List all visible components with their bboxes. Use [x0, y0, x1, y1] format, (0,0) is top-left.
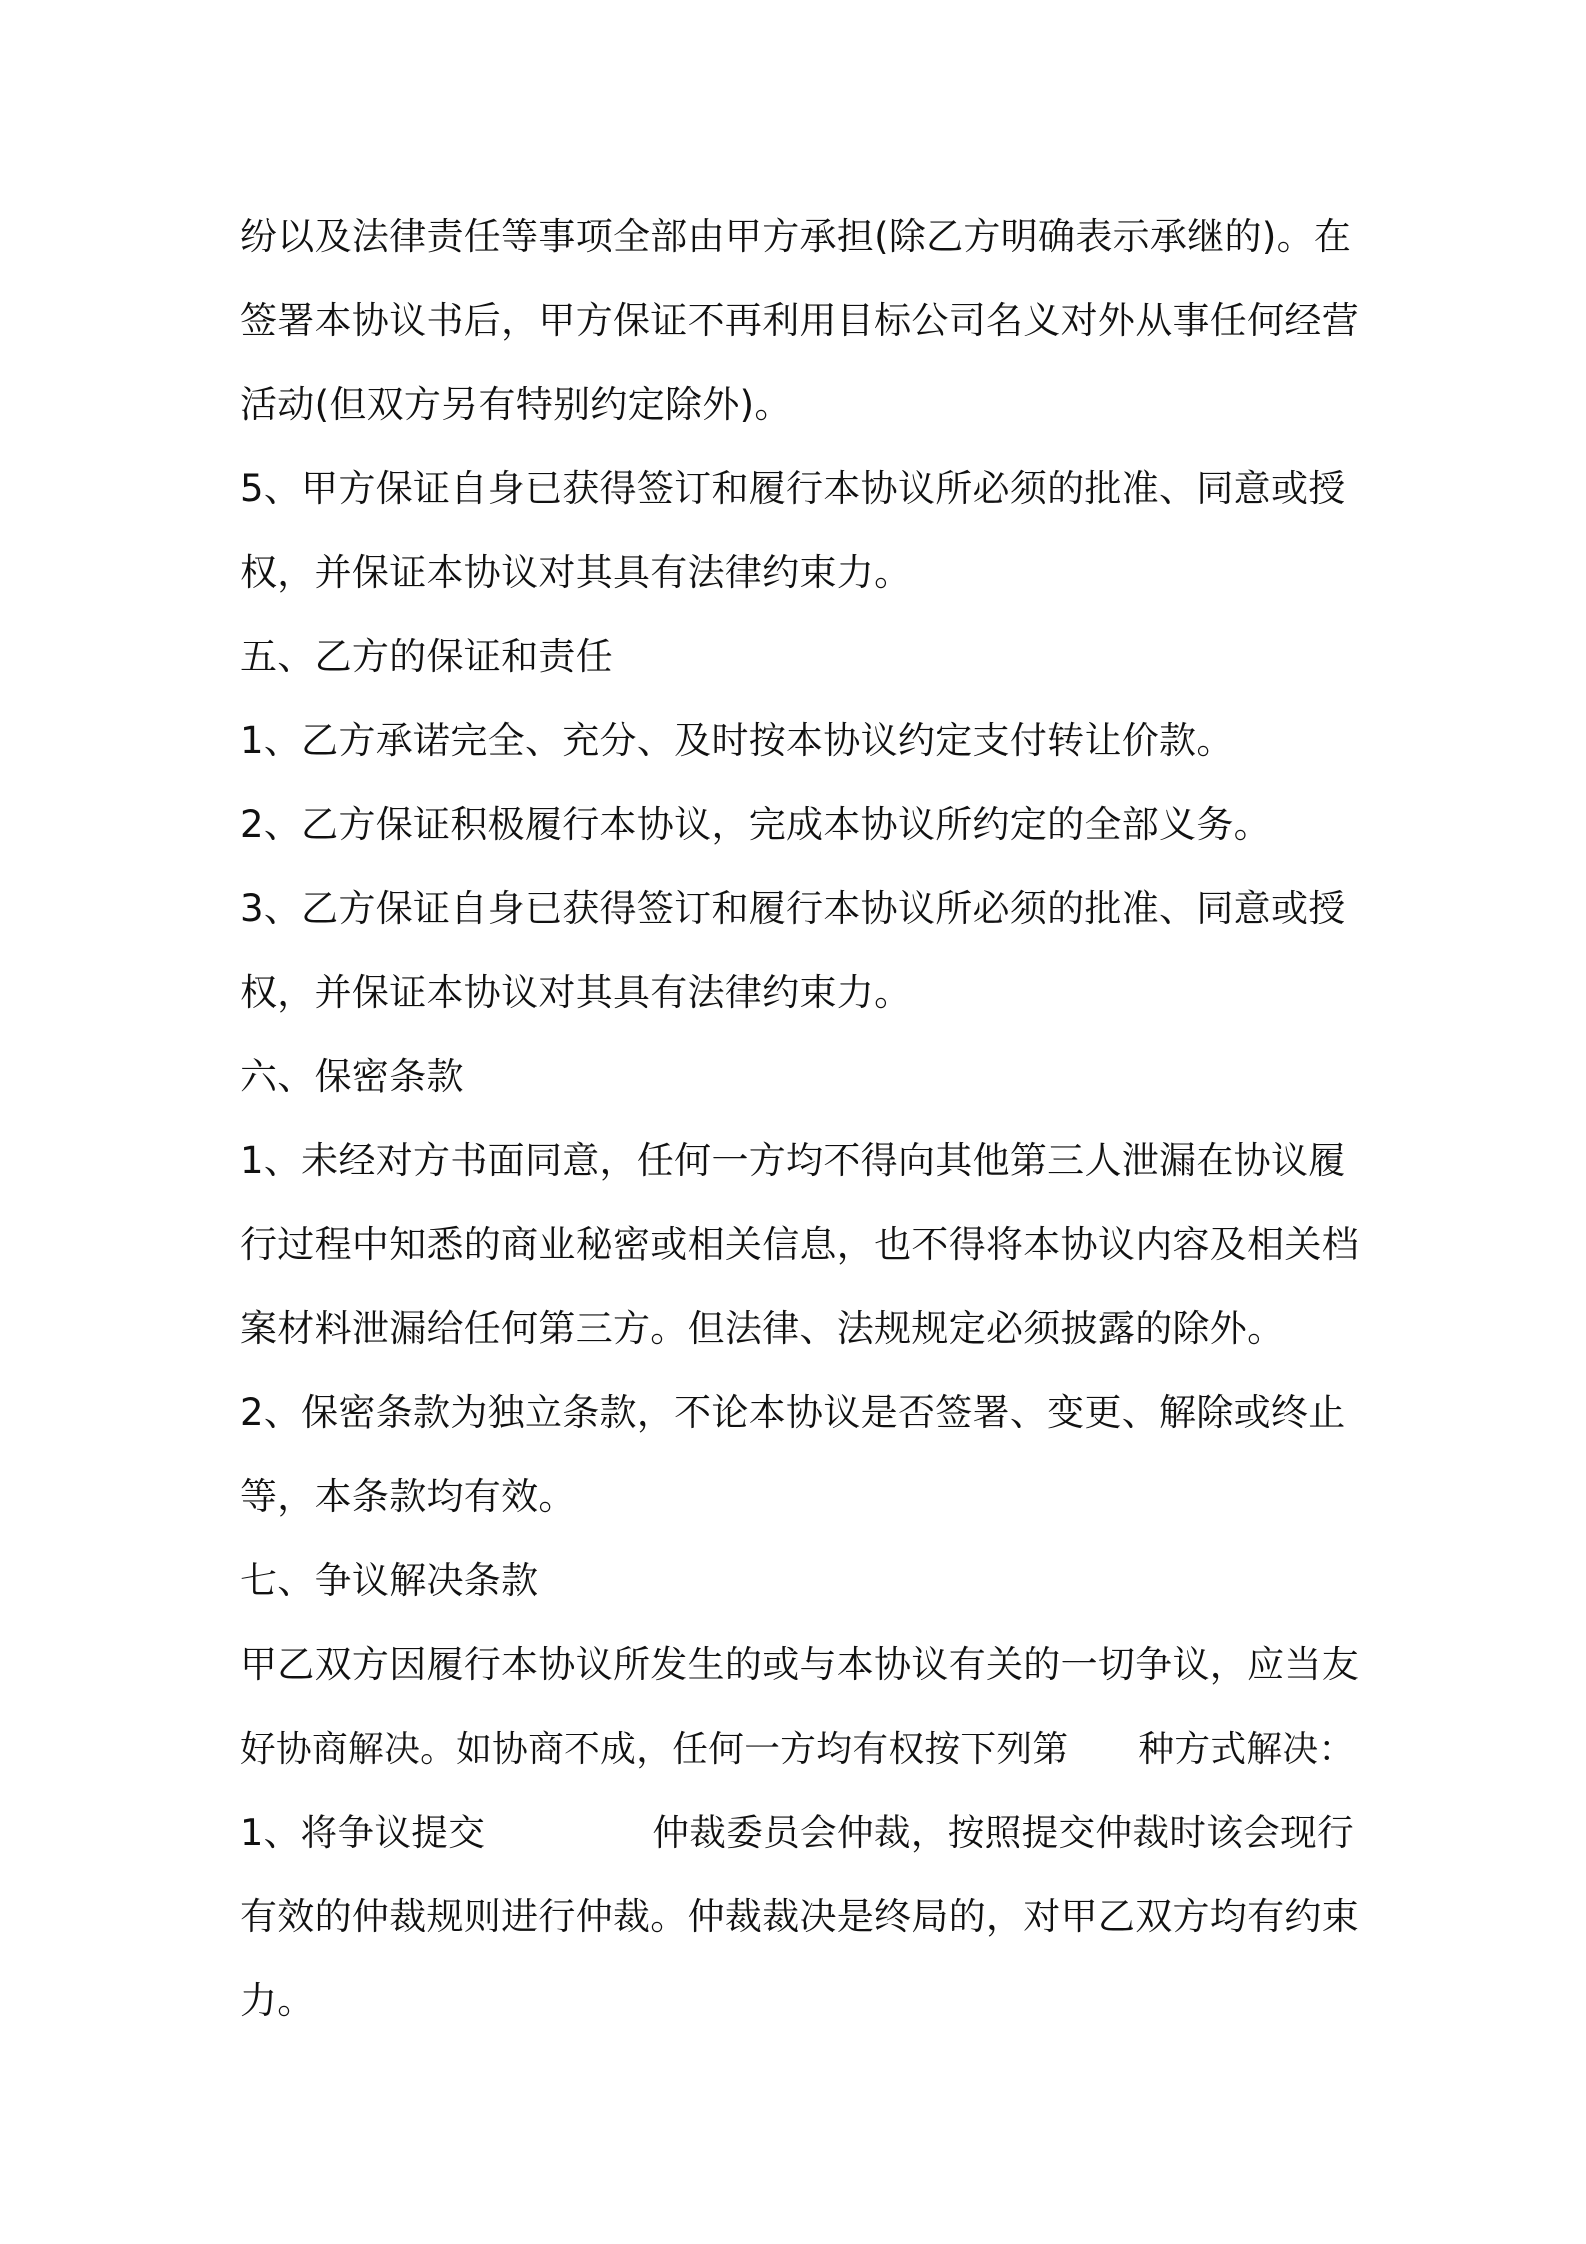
text-line: [240, 1875, 1360, 1959]
text-line: [240, 363, 1360, 447]
section-heading: [240, 1539, 1360, 1623]
text-line-content: 纷以及法律责任等事项全部由甲方承担(除乙方明确表示承继的)。在: [240, 215, 1352, 258]
text-line: [240, 531, 1360, 615]
text-line: [240, 1623, 1360, 1707]
section-heading: [240, 1035, 1360, 1119]
text-line-content: 活动(但双方另有特别约定除外)。: [240, 383, 792, 426]
text-line: [240, 867, 1360, 951]
text-line-content: 2、乙方保证积极履行本协议，完成本协议所约定的全部义务。: [240, 803, 1271, 846]
text-line-content: 2、保密条款为独立条款，不论本协议是否签署、变更、解除或终止: [240, 1391, 1346, 1434]
text-line: [240, 951, 1360, 1035]
text-line-content: 5、甲方保证自身已获得签订和履行本协议所必须的批准、同意或授: [240, 467, 1346, 510]
text-line: [240, 279, 1360, 363]
section-heading-text: 六、保密条款: [240, 1055, 464, 1098]
text-line: [240, 783, 1360, 867]
document-body: [240, 195, 1360, 2043]
text-line: [240, 1371, 1360, 1455]
section-heading-text: 五、乙方的保证和责任: [240, 635, 613, 678]
text-line: [240, 1455, 1360, 1539]
text-line: [240, 447, 1360, 531]
text-line-content: 权，并保证本协议对其具有法律约束力。: [240, 971, 912, 1014]
text-line-content: 等，本条款均有效。: [240, 1475, 576, 1518]
text-line-content: 3、乙方保证自身已获得签订和履行本协议所必须的批准、同意或授: [240, 887, 1346, 930]
text-line-content: 好协商解决。如协商不成，任何一方均有权按下列第 种方式解决：: [240, 1729, 1355, 1770]
text-line: [240, 1959, 1360, 2043]
text-line-content: 1、未经对方书面同意，任何一方均不得向其他第三人泄漏在协议履: [240, 1139, 1346, 1182]
text-line: [240, 195, 1360, 279]
text-line: [240, 1287, 1360, 1371]
text-line-content: 1、将争议提交 仲裁委员会仲裁，按照提交仲裁时该会现行: [240, 1811, 1354, 1854]
section-heading-text: 七、争议解决条款: [240, 1559, 539, 1602]
text-line-content: 甲乙双方因履行本协议所发生的或与本协议有关的一切争议，应当友: [240, 1643, 1359, 1686]
text-line: [240, 1707, 1360, 1791]
text-line: [240, 1791, 1360, 1875]
text-line: [240, 1119, 1360, 1203]
text-line-content: 案材料泄漏给任何第三方。但法律、法规规定必须披露的除外。: [240, 1307, 1285, 1350]
text-line: [240, 699, 1360, 783]
text-line: [240, 1203, 1360, 1287]
text-line-content: 有效的仲裁规则进行仲裁。仲裁裁决是终局的，对甲乙双方均有约束: [240, 1895, 1359, 1938]
text-line-content: 1、乙方承诺完全、充分、及时按本协议约定支付转让价款。: [240, 719, 1234, 762]
section-heading: [240, 615, 1360, 699]
text-line-content: 行过程中知悉的商业秘密或相关信息，也不得将本协议内容及相关档: [240, 1223, 1359, 1266]
text-line-content: 力。: [240, 1979, 315, 2022]
text-line-content: 权，并保证本协议对其具有法律约束力。: [240, 551, 912, 594]
text-line-content: 签署本协议书后，甲方保证不再利用目标公司名义对外从事任何经营: [240, 299, 1359, 342]
